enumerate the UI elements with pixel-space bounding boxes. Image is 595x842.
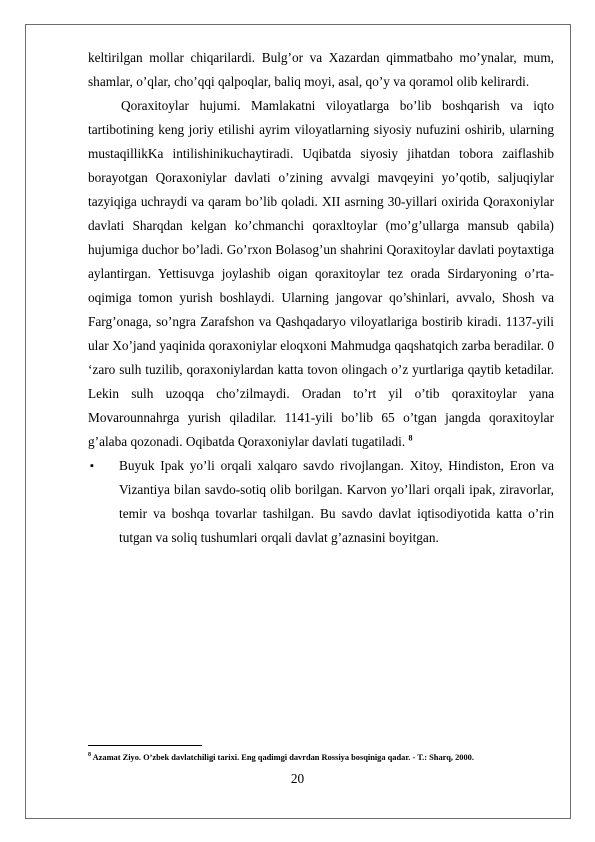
footnote-reference: 8 bbox=[408, 433, 413, 443]
page-body bbox=[88, 46, 554, 550]
paragraph-trade-goods: keltirilgan mollar chiqarilardi. Bulg’or va Xazardan qimmatbaho mo’ynalar, mum, shamlar, o’qlar, cho’qqi qalpoqlar, baliq moyi, asal, qo’y va qoramol olib kelirardi. bbox=[88, 50, 554, 89]
footnote-text: Azamat Ziyo. O’zbek davlatchiligi tarixi. Eng qadimgi davrdan Rossiya bosqiniga qadar. - T.: Sharq, 2000. bbox=[91, 753, 474, 762]
page-number: 20 bbox=[290, 771, 305, 786]
paragraph-qoraxitoy-text: Qoraxitoylar hujumi. Mamlakatni viloyatlarga bo’lib boshqarish va iqto tartibotining keng joriy etilishi ayrim viloyatlarning siyosiy nufuzini oshirib, ularning mustaqillikKa intilishinikuchaytiradi. Uqibatda siyosiy jihatdan tobora zaiflashib borayotgan Qoraxoniylar davlati o’zining avvalgi mavqeyini yo’qotib, saljuqiylar tazyiqiga uchraydi va qaram bo’lib qoladi. XII asrning 30-yillari oxirida Qoraxoniylar davlati Sharqdan kelgan ko’chmanchi qoraxltoylar (mo’g’ullarga mansub qabila) hujumiga duchor bo’ladi. Go’rxon Bolasog’un shahrini Qoraxitoylar davlati poytaxtiga aylantirgan. Yettisuvga joylashib oigan qoraxitoylar tez orada Sirdaryoning o’rta-oqimiga tomon yurish boshlaydi. Ularning jangovar qo’shinlari, avvalo, Shosh va Farg’onaga, so’ngra Zarafshon va Qashqadaryo viloyatlariga bostirib kiradi. 1137-yili ular Xo’jand yaqinida qoraxoniylar eloqxoni Mahmudga qaqshatqich zarba beradilar. 0 ‘zaro sulh tuzilib, qoraxoniylardan katta tovon olingach o’z yurtlariga qaytib ketadilar. Lekin sulh uzoqqa cho’zilmaydi. Oradan to’rt yil o’tib qoraxitoylar yana Movarounnahrga yurish qiladilar. 1141-yili bo’lib 65 o’tgan jangda qoraxitoylar g’alaba qozonadi. Oqibatda Qoraxoniylar davlati tugatiladi. bbox=[88, 98, 554, 449]
bullet-item-silk-road bbox=[88, 454, 554, 550]
footnote-number: 8 bbox=[88, 752, 91, 759]
paragraph-qoraxitoy-invasion bbox=[88, 94, 554, 454]
bullet-item-text: Buyuk Ipak yo’li orqali xalqaro savdo rivojlangan. Xitoy, Hindiston, Eron va Vizantiya bilan savdo-sotiq olib borilgan. Karvon yo’llari orqali ipak, ziravorlar, temir va boshqa tovarlar tashilgan. Bu savdo davlat iqtisodiyotida katta o’rin tutgan va soliq tushumlari orqali davlat g’aznasini boyitgan. bbox=[119, 458, 554, 545]
footnote-divider bbox=[88, 745, 202, 746]
bullet-icon: ▪ bbox=[90, 460, 94, 472]
footnote bbox=[88, 752, 554, 763]
